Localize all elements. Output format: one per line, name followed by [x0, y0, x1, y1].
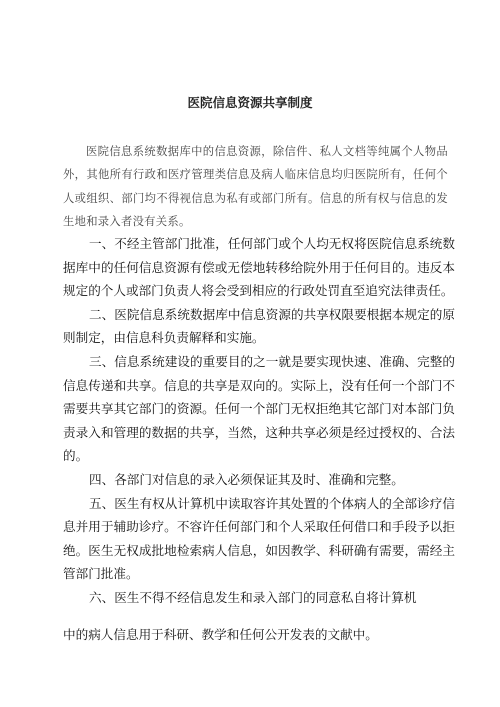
document-title: 医院信息资源共享制度 [187, 95, 313, 110]
clause-2: 二、医院信息系统数据库中信息资源的共享权限要根据本规定的原则制定，由信息科负责解释和实施。 [63, 306, 455, 346]
clause-6-continuation: 中的病人信息用于科研、教学和任何公开发表的文献中。 [63, 627, 378, 642]
clause-3: 三、信息系统建设的重要目的之一就是要实现快速、准确、完整的信息传递和共享。信息的共享是双向的。实际上，没有任何一个部门不需要共享其它部门的资源。任何一个部门无权拒绝其它部门对本部门负责录入和管理的数据的共享，当然，这种共享必须是经过授权的、合法的。 [63, 353, 455, 464]
clause-1: 一、不经主管部门批准，任何部门或个人均无权将医院信息系统数据库中的任何信息资源有偿或无偿地转移给院外用于任何目的。违反本规定的个人或部门负责人将会受到相应的行政处罚直至追究法律责任。 [63, 236, 455, 299]
clause-6: 六、医生不得不经信息发生和录入部门的同意私自将计算机 [89, 589, 417, 605]
clause-4: 四、各部门对信息的录入必须保证其及时、准确和完整。 [89, 471, 404, 487]
document-body [63, 232, 455, 610]
clause-5: 五、医生有权从计算机中读取容许其处置的个体病人的全部诊疗信息并用于辅助诊疗。不容许任何部门和个人采取任何借口和手段予以拒绝。医生无权成批地检索病人信息，如因教学、科研确有需要，需经主管部门批准。 [63, 495, 455, 582]
intro-paragraph: 医院信息系统数据库中的信息资源，除信件、私人文档等纯属个人物品外，其他所有行政和医疗管理类信息及病人临床信息均归医院所有，任何个人或组织、部门均不得视信息为私有或部门所有。信息的所有权与信息的发生地和录入者没有关系。 [63, 145, 448, 228]
